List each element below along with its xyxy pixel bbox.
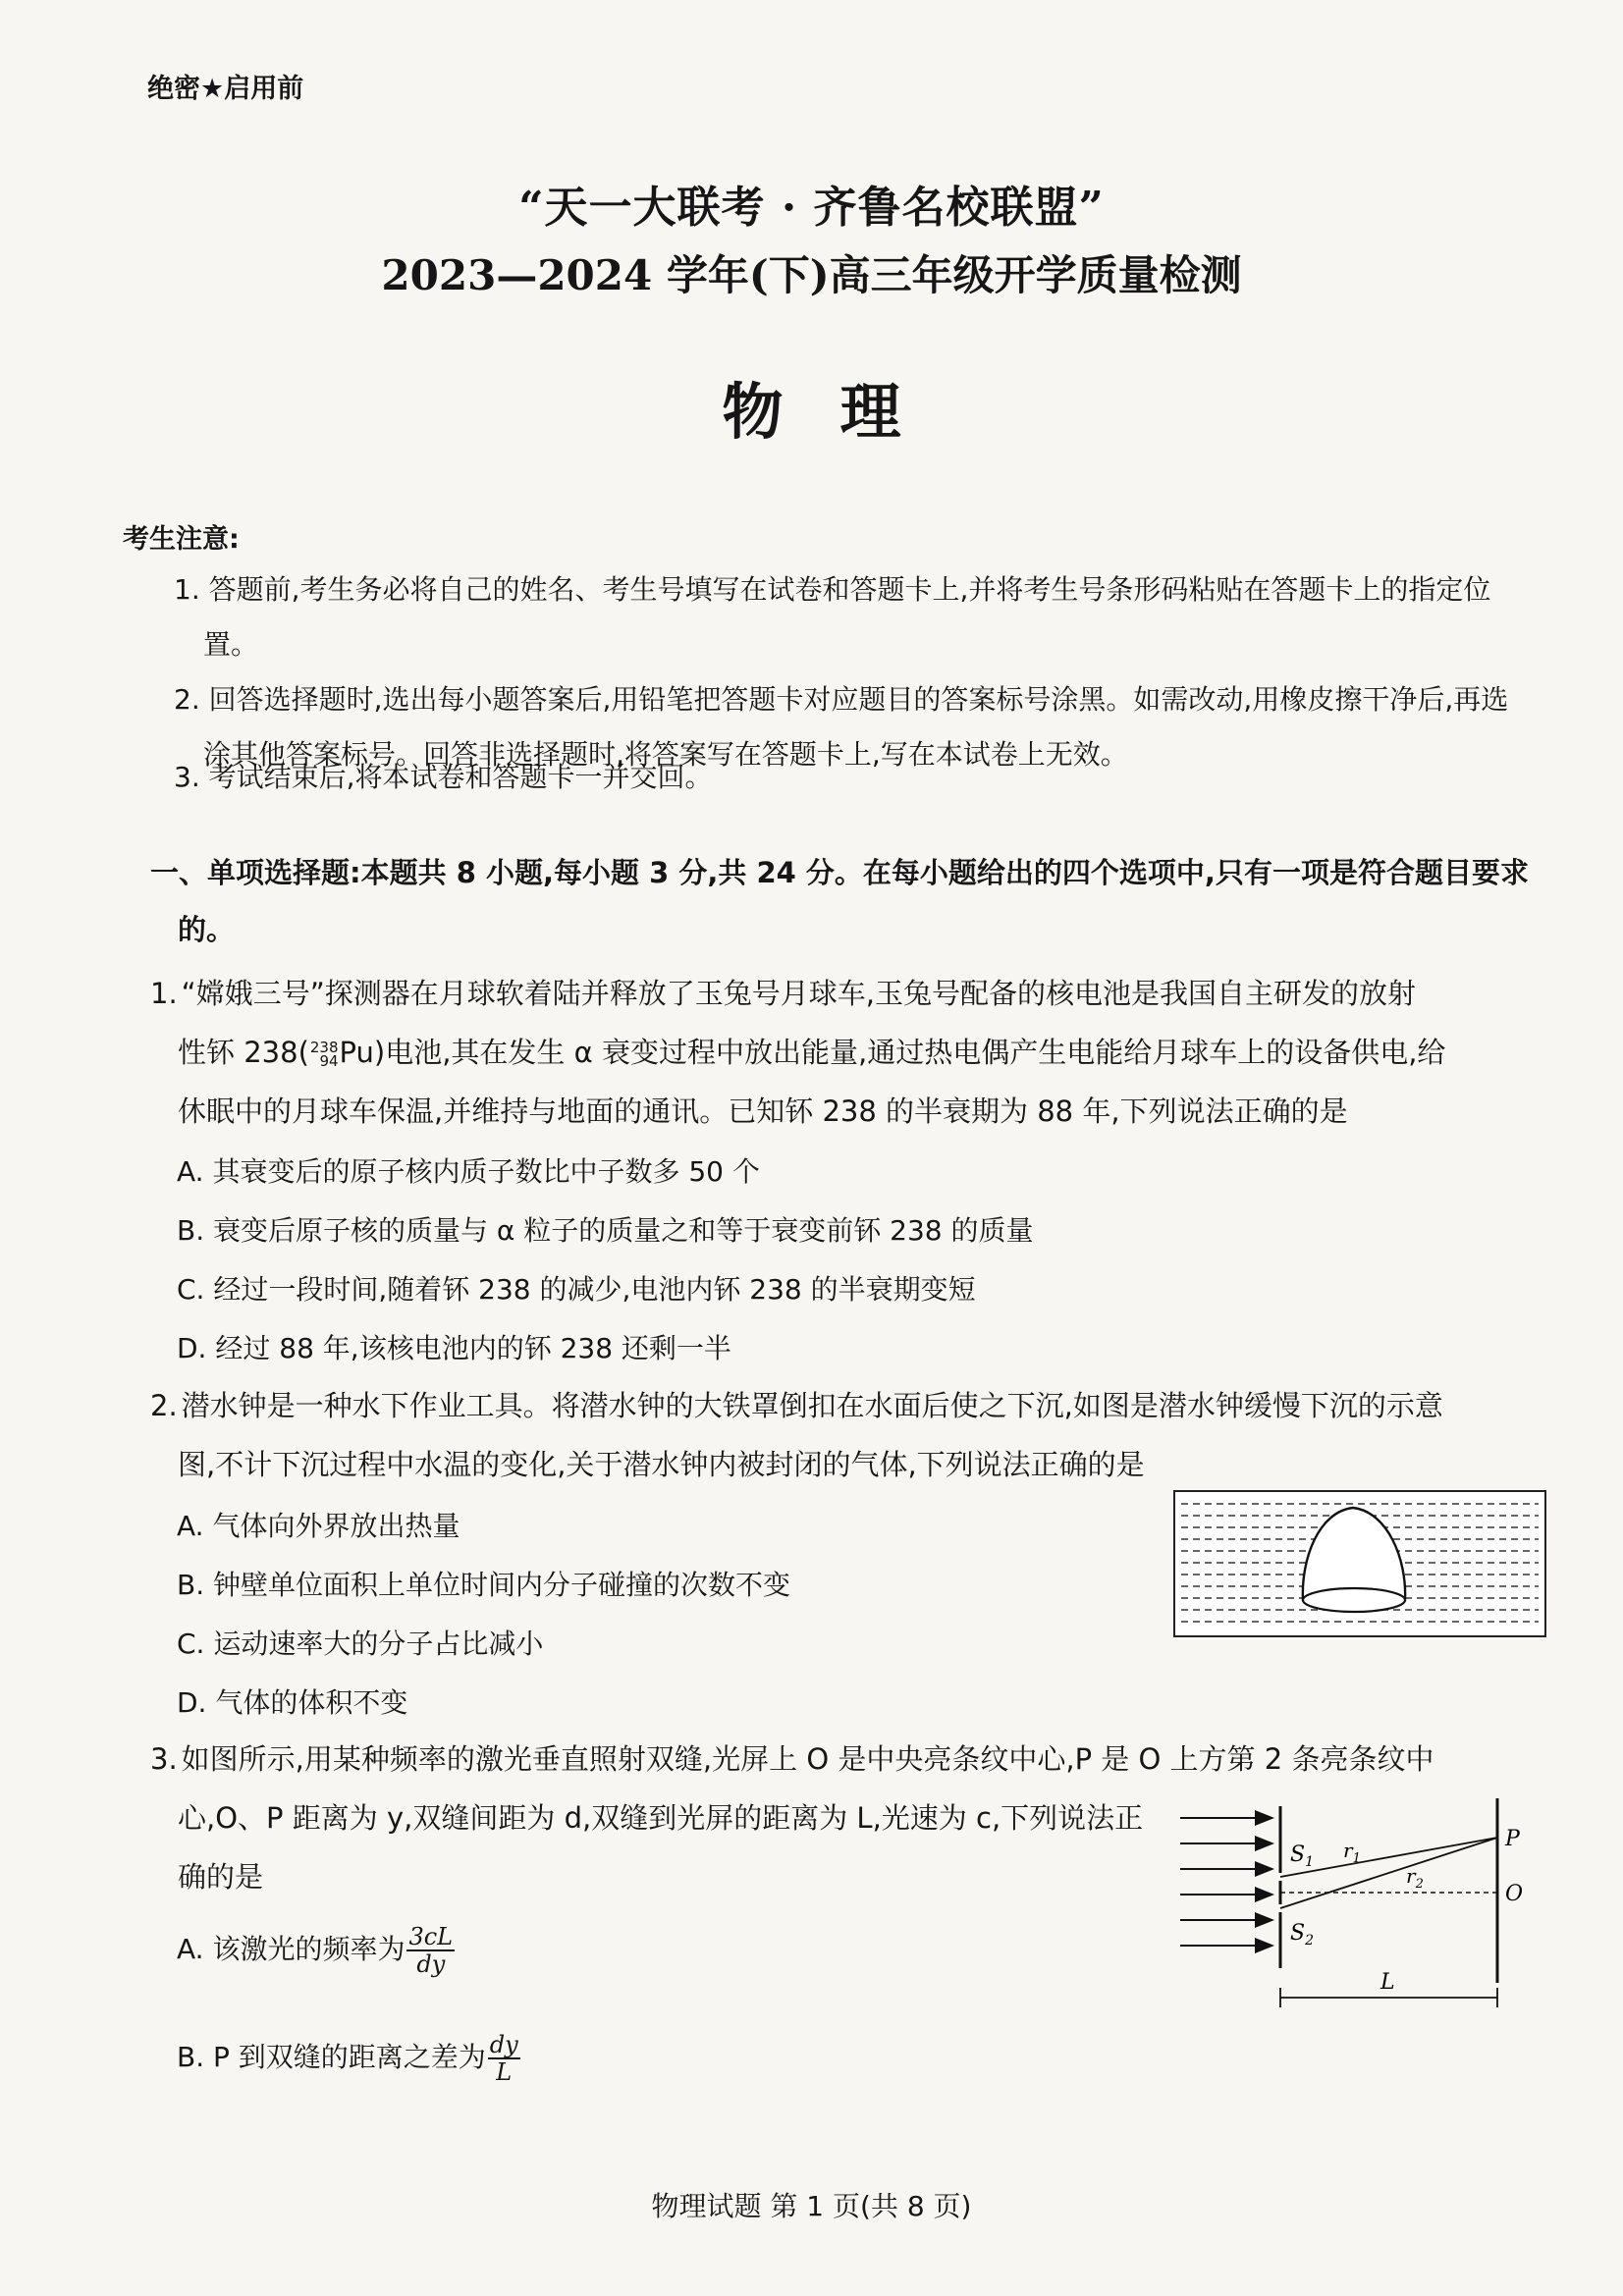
double-slit-diagram: [1178, 1796, 1542, 2017]
question-1-line2: 性钚 238( 238 94 Pu)电池,其在发生 α 衰变过程中放出能量,通过热电偶产生电能给月球车上的设备供电,给: [178, 1036, 1446, 1070]
label-r2: $r_2$: [1406, 1864, 1424, 1892]
notice-heading: 考生注意:: [123, 524, 240, 555]
q2-option-b: B. 钟壁单位面积上单位时间内分子碰撞的次数不变: [177, 1569, 791, 1601]
q3-option-a: A. 该激光的频率为 $\frac{3cL}{dy}$: [177, 1923, 454, 1978]
question-2-line2: 图,不计下沉过程中水温的变化,关于潜水钟内被封闭的气体,下列说法正确的是: [178, 1448, 1145, 1481]
exam-title-line1: “天一大联考 · 齐鲁名校联盟”: [518, 183, 1105, 233]
q1-option-a: A. 其衰变后的原子核内质子数比中子数多 50 个: [177, 1155, 760, 1188]
isotope-notation: 238 94: [309, 1039, 339, 1070]
q1-option-c: C. 经过一段时间,随着钚 238 的减少,电池内钚 238 的半衰期变短: [177, 1273, 976, 1306]
ray-r2: [1280, 1838, 1497, 1908]
secret-label: 绝密★启用前: [147, 74, 304, 104]
notice-item-1: 1. 答题前,考生务必将自己的姓名、考生号填写在试卷和答题卡上,并将考生号条形码粘贴在答题卡上的指定位置。: [174, 573, 1491, 661]
fraction: $\frac{dy}{L}$: [489, 2031, 518, 2086]
question-number: 1.: [150, 977, 178, 1010]
section-1-heading: 一、单项选择题:本题共 8 小题,每小题 3 分,共 24 分。在每小题给出的四个选项中,只有一项是符合题目要求的。: [150, 856, 1529, 946]
label-o: O: [1505, 1882, 1524, 1906]
page-footer: 物理试题 第 1 页(共 8 页): [651, 2190, 972, 2222]
question-number: 3.: [150, 1742, 178, 1776]
label-s2: $S_2$: [1290, 1921, 1314, 1949]
question-number: 2.: [150, 1389, 178, 1422]
q2-option-a: A. 气体向外界放出热量: [177, 1510, 460, 1542]
label-p: P: [1505, 1827, 1520, 1851]
question-2-line1: 2. 潜水钟是一种水下作业工具。将潜水钟的大铁罩倒扣在水面后使之下沉,如图是潜水钟缓慢下沉的示意: [150, 1389, 1443, 1422]
q2-option-d: D. 气体的体积不变: [177, 1686, 408, 1719]
notice-item-2: 2. 回答选择题时,选出每小题答案后,用铅笔把答题卡对应题目的答案标号涂黑。如需改动,用橡皮擦干净后,再选涂其他答案标号。回答非选择题时,将答案写在答题卡上,写在本试卷上无效。: [174, 683, 1509, 771]
q1-option-d: D. 经过 88 年,该核电池内的钚 238 还剩一半: [177, 1332, 731, 1364]
notice-item-3: 3. 考试结束后,将本试卷和答题卡一并交回。: [174, 761, 713, 793]
question-1-line3: 休眠中的月球车保温,并维持与地面的通讯。已知钚 238 的半衰期为 88 年,下列说法正确的是: [178, 1095, 1348, 1128]
question-3-line3: 确的是: [178, 1860, 264, 1894]
exam-title-line2: 2023—2024 学年(下)高三年级开学质量检测: [381, 251, 1242, 299]
subject-title: 物理: [722, 376, 958, 448]
label-r1: $r_1$: [1343, 1839, 1361, 1866]
question-3-line1: 3. 如图所示,用某种频率的激光垂直照射双缝,光屏上 O 是中央亮条纹中心,P 是 O 上方第 2 条亮条纹中: [150, 1742, 1434, 1776]
question-3-line2: 心,O、P 距离为 y,双缝间距为 d,双缝到光屏的距离为 L,光速为 c,下列说法正: [178, 1801, 1144, 1835]
q2-option-c: C. 运动速率大的分子占比减小: [177, 1628, 544, 1660]
label-s1: $S_1$: [1290, 1842, 1314, 1870]
q3-option-b: B. P 到双缝的距离之差为 $\frac{dy}{L}$: [177, 2031, 518, 2086]
fraction: $\frac{3cL}{dy}$: [408, 1923, 454, 1978]
diving-bell-diagram: [1173, 1490, 1546, 1637]
q1-option-b: B. 衰变后原子核的质量与 α 粒子的质量之和等于衰变前钚 238 的质量: [177, 1214, 1034, 1247]
label-l: L: [1380, 1970, 1395, 1995]
question-1-line1: 1. “嫦娥三号”探测器在月球软着陆并释放了玉兔号月球车,玉兔号配备的核电池是我国自主研发的放射: [150, 977, 1416, 1010]
